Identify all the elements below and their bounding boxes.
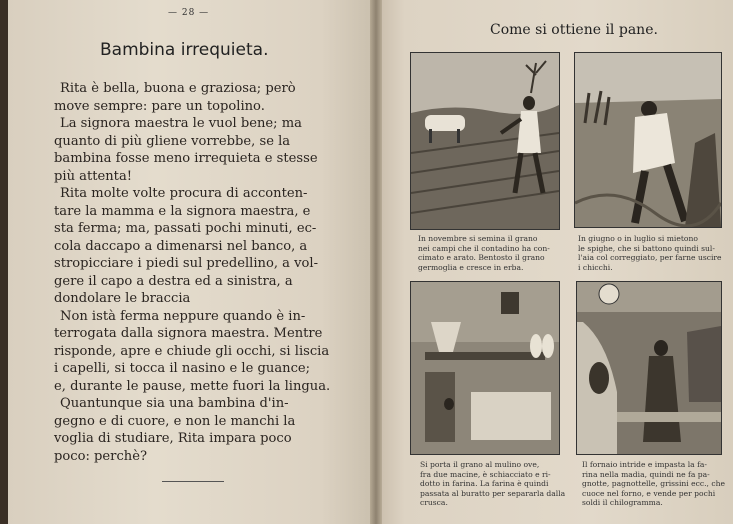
text-line: terrogata dalla signora maestra. Mentre — [54, 326, 323, 341]
caption-bakery — [582, 460, 725, 508]
caption-line: In novembre si semina il grano — [418, 234, 538, 243]
caption-line: nei campi che il contadino ha con- — [418, 243, 550, 253]
text-line: La signora maestra le vuol bene; ma — [60, 116, 302, 131]
caption-line: cuoce nel forno, e vende per pochi — [582, 488, 716, 498]
paragraph — [54, 395, 360, 465]
text-line: poco: perchè? — [54, 448, 147, 464]
story-text — [54, 80, 360, 465]
page-number: — 28 — — [168, 8, 210, 18]
caption-line: Il fornaio intride e impasta la fa- — [582, 460, 707, 469]
caption-line: gnotte, pagnottelle, grissini ecc., che — [582, 479, 725, 489]
illustration-harvest — [574, 52, 722, 228]
caption-line: In giugno o in luglio si mietono — [578, 234, 698, 243]
illustration-mill — [410, 281, 560, 455]
caption-line: Si porta il grano al mulino ove, — [420, 460, 540, 469]
illustration-bakery — [576, 281, 722, 455]
caption-line: crusca. — [420, 498, 448, 508]
caption-line: cimato e arato. Bentosto il grano — [418, 253, 545, 263]
caption-line: fra due macine, è schiacciato e ri- — [420, 469, 551, 479]
text-line: Non istà ferma neppure quando è in- — [60, 308, 306, 324]
caption-line: germoglia e cresce in erba. — [418, 262, 524, 272]
caption-line: soldi il chilogramma. — [582, 498, 663, 508]
text-line: i capelli, si tocca il nasino e le guance; — [54, 361, 311, 376]
caption-harvest — [578, 234, 722, 272]
text-line: gegno e di cuore, e non le manchi la — [54, 413, 296, 429]
caption-line: le spighe, che si battono quindi sul- — [578, 243, 715, 253]
text-line: sta ferma; ma, passati pochi minuti, ec- — [54, 221, 317, 236]
paragraph — [54, 185, 360, 308]
paragraph — [54, 80, 360, 115]
text-line: e, durante le pause, mette fuori la lingua. — [54, 378, 331, 394]
text-line: risponde, apre e chiude gli occhi, si liscia — [54, 343, 330, 359]
illustration-sowing — [410, 52, 560, 230]
caption-line: rina nella madia, quindi ne fa pa- — [582, 469, 710, 479]
text-line: Rita è bella, buona e graziosa; però — [60, 81, 296, 96]
text-line: dondolare le braccia — [54, 291, 191, 306]
text-line: tare la mamma e la signora maestra, e — [54, 203, 311, 219]
text-line: più attenta! — [54, 168, 133, 184]
caption-mill — [420, 460, 565, 508]
caption-line: i chicchi. — [578, 262, 613, 272]
paragraph — [54, 115, 360, 185]
chapter-title: Come si ottiene il pane. — [490, 22, 658, 38]
caption-line: passata al buratto per separarla dalla — [420, 488, 566, 498]
text-line: Rita molte volte procura di acconten- — [60, 186, 308, 201]
text-line: gere il capo a destra ed a sinistra, a — [54, 273, 293, 289]
text-line: bambina fosse meno irrequieta e stesse — [54, 151, 318, 166]
text-line: cola daccapo a dimenarsi nel banco, a — [54, 238, 308, 254]
caption-sowing — [418, 234, 550, 272]
end-rule — [162, 481, 224, 482]
story-title: Bambina irrequieta. — [100, 40, 269, 60]
caption-line: dotto in farina. La farina è quindi — [420, 479, 549, 489]
book-gutter — [370, 0, 382, 524]
text-line: move sempre: pare un topolino. — [54, 98, 265, 114]
text-line: stropicciare i piedi sul predellino, a vol- — [54, 256, 319, 271]
text-line: quanto di più gliene vorrebbe, se la — [54, 133, 291, 149]
text-line: voglia di studiare, Rita impara poco — [54, 431, 292, 446]
text-line: Quantunque sia una bambina d'in- — [60, 396, 289, 411]
paragraph — [54, 308, 360, 396]
caption-line: l'aia col correggiato, per farne uscire — [578, 253, 722, 263]
